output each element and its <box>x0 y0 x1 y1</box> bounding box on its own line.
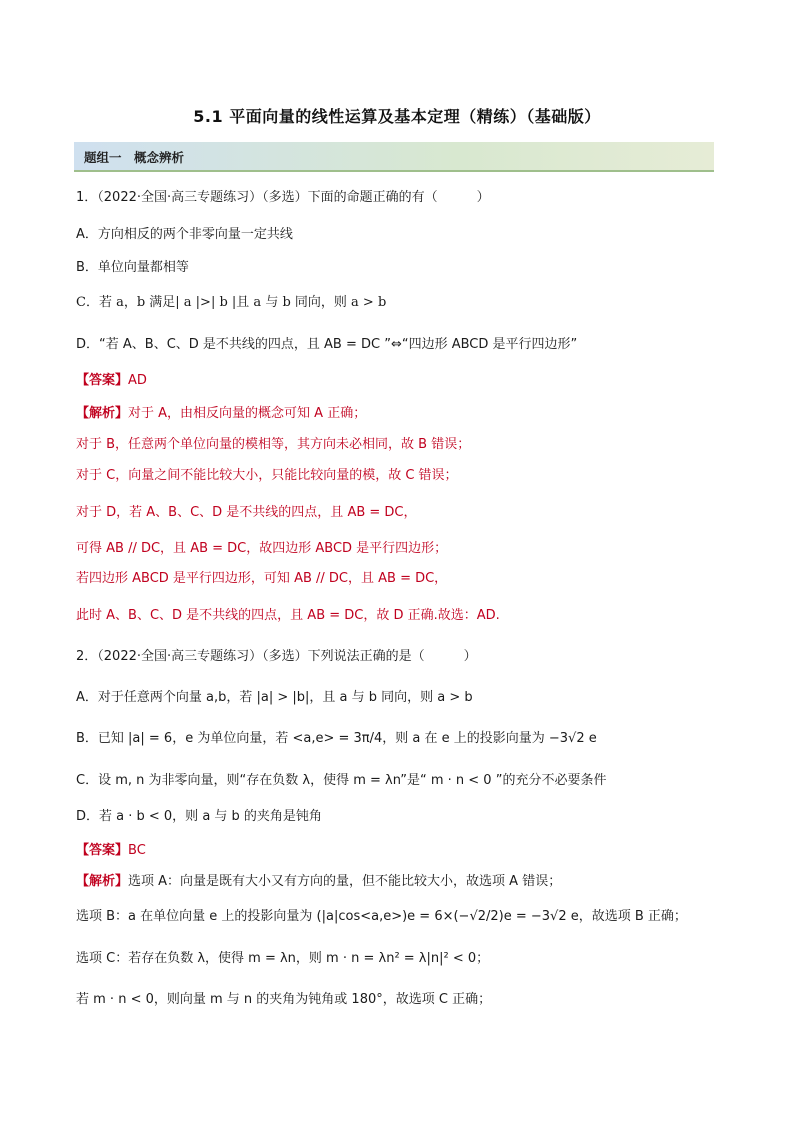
q2-answer-label: 【答案】 <box>76 843 129 858</box>
q1-option-c: C．若 a，b 满足| a |>| b |且 a 与 b 同向，则 a > b <box>76 295 387 310</box>
q1-option-d: D．“若 A、B、C、D 是不共线的四点，且 AB = DC ”⇔“四边形 ABCD 是平行四边形” <box>76 337 578 352</box>
q2-analysis-line-2: 选项 B：a 在单位向量 e 上的投影向量为 (|a|cos<a,e>)e = 6×(−√2/2)e = −3√2 e，故选项 B 正确； <box>76 909 687 924</box>
q1-analysis-line-2: 对于 B，任意两个单位向量的模相等，其方向未必相同，故 B 错误； <box>76 437 471 452</box>
q1-analysis-line-3: 对于 C，向量之间不能比较大小，只能比较向量的模，故 C 错误； <box>76 468 458 483</box>
q1-answer-value: AD <box>128 373 147 388</box>
q2-answer-value: BC <box>128 843 146 858</box>
q2-analysis-line-3: 选项 C：若存在负数 λ，使得 m = λn，则 m · n = λn² = λ|n|² < 0； <box>76 951 490 966</box>
q1-analysis-line-7: 此时 A、B、C、D 是不共线的四点，且 AB = DC，故 D 正确.故选：AD. <box>76 608 500 623</box>
q2-option-b: B．已知 |a| = 6，e 为单位向量，若 <a,e> = 3π/4，则 a 在 e 上的投影向量为 −3√2 e <box>76 731 597 746</box>
q1-analysis-line-4: 对于 D，若 A、B、C、D 是不共线的四点，且 AB = DC， <box>76 505 417 520</box>
q1-analysis-line-5: 可得 AB // DC，且 AB = DC，故四边形 ABCD 是平行四边形； <box>76 541 448 556</box>
q2-analysis-label: 【解析】 <box>76 874 129 889</box>
q1-stem: 1．（2022·全国·高三专题练习）（多选）下面的命题正确的有（ ） <box>76 190 490 205</box>
q2-option-c: C．设 m, n 为非零向量，则“存在负数 λ，使得 m = λn”是“ m · n < 0 ”的充分不必要条件 <box>76 773 607 788</box>
section-title: 题组一 概念辨析 <box>84 150 185 165</box>
q1-option-a: A．方向相反的两个非零向量一定共线 <box>76 227 293 242</box>
q1-answer-label: 【答案】 <box>76 373 129 388</box>
q1-answer-line <box>76 372 147 390</box>
q2-answer-line <box>76 842 146 860</box>
q1-analysis-line-1: 【解析】对于 A，由相反向量的概念可知 A 正确； <box>76 406 367 421</box>
q2-option-d: D．若 a · b < 0，则 a 与 b 的夹角是钝角 <box>76 809 322 824</box>
q1-analysis-label: 【解析】 <box>76 406 129 421</box>
q2-stem: 2．（2022·全国·高三专题练习）（多选）下列说法正确的是（ ） <box>76 649 477 664</box>
q2-analysis-line-1: 【解析】选项 A：向量是既有大小又有方向的量，但不能比较大小，故选项 A 错误； <box>76 874 562 889</box>
q1-analysis-line-6: 若四边形 ABCD 是平行四边形，可知 AB // DC，且 AB = DC， <box>76 571 448 586</box>
page-title: 5.1 平面向量的线性运算及基本定理（精练）（基础版） <box>193 107 601 126</box>
q1-option-b: B．单位向量都相等 <box>76 260 189 275</box>
q2-analysis-line-4: 若 m · n < 0，则向量 m 与 n 的夹角为钝角或 180°，故选项 C 正确； <box>76 992 492 1007</box>
section-header-bar <box>74 142 714 172</box>
q2-option-a: A．对于任意两个向量 a,b，若 |a| > |b|，且 a 与 b 同向，则 a > b <box>76 690 473 705</box>
